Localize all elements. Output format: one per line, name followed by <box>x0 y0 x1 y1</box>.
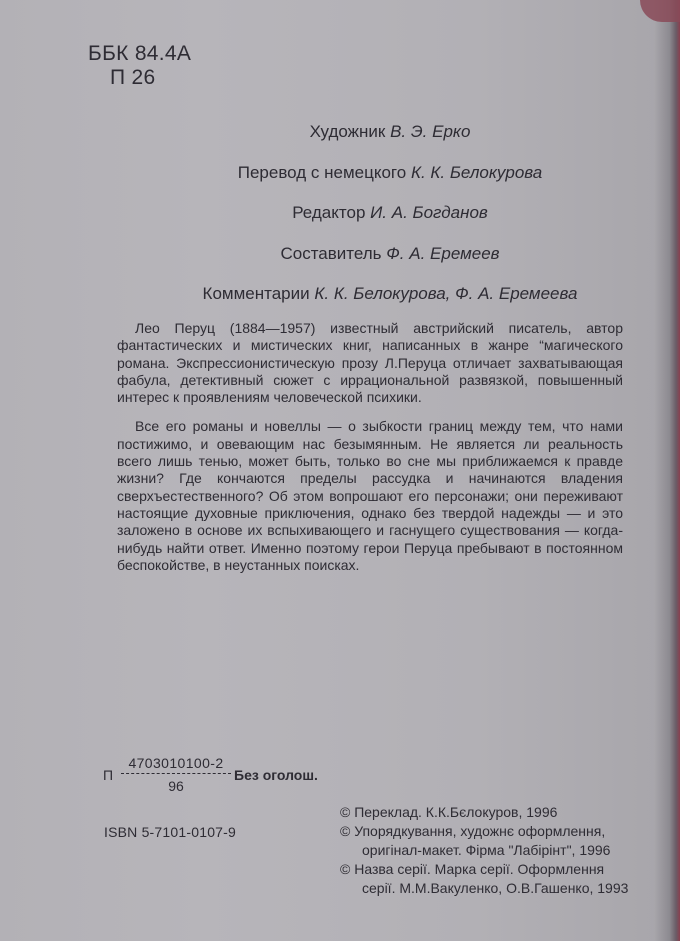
copyright-line: © Назва серії. Марка серії. Оформлення <box>340 861 605 877</box>
credit-name: К. К. Белокурова <box>410 162 543 182</box>
credit-name: Ф. А. Еремеев <box>386 243 500 263</box>
credit-name: И. А. Богданов <box>370 203 488 222</box>
code-note: Без оголош. <box>234 767 318 783</box>
annotation-text <box>117 320 623 574</box>
credit-compiler <box>150 240 630 281</box>
credit-translator <box>150 159 630 200</box>
credits-block <box>150 118 630 321</box>
copyright-line: оригінал-макет. Фірма "Лабірінт", 1996 <box>362 842 611 858</box>
credit-role: Составитель <box>280 243 382 263</box>
bbk-code: ББК 84.4А <box>88 42 192 65</box>
page-edge-shadow <box>654 0 680 941</box>
credit-role: Редактор <box>292 203 366 222</box>
book-cover-corner <box>640 0 680 22</box>
credit-role: Комментарии <box>202 284 310 303</box>
credit-commentary <box>150 280 630 321</box>
credit-name: В. Э. Ерко <box>390 122 471 141</box>
credit-artist <box>150 118 630 159</box>
copyright-block <box>340 803 640 898</box>
isbn-number: ISBN 5-7101-0107-9 <box>104 824 237 840</box>
copyright-line: серії. М.М.Вакуленко, О.В.Гашенко, 1993 <box>362 880 629 896</box>
copyright-line: © Переклад. К.К.Бєлокуров, 1996 <box>340 804 558 820</box>
credit-role: Художник <box>309 122 386 141</box>
author-index: П 26 <box>110 66 156 89</box>
library-classification <box>88 42 191 90</box>
code-denominator: 96 <box>168 778 184 794</box>
credit-name: К. К. Белокурова, Ф. А. Еремеева <box>314 284 578 303</box>
code-numerator: 4703010100-2 <box>121 755 231 774</box>
annotation-paragraph: Все его романы и новеллы — о зыбкости границ между тем, что нами постижимо, и овевающим нас безымянным. Не является ли реальность всего лишь тенью, может быть, только во сне мы приближаемся к правде жизни? Где кончаются пределы рассудка и начинаются владения сверхъестественного? Об этом вопрошают его персонажи; они переживают настоящие духовные приключения, однако без твердой надежды — и это заложено в основе их вспыхивающего и гаснущего существования — когда-нибудь найти ответ. Именно поэтому герои Перуца пребывают в постоянном беспокойстве, в неустанных поисках. <box>117 418 623 573</box>
credit-editor <box>150 199 630 240</box>
code-letter: П <box>103 767 114 783</box>
annotation-paragraph: Лео Перуц (1884—1957) известный австрийский писатель, автор фантастических и мистических книг, написанных в жанре “магического романа. Экспрессионистическую прозу Л.Перуца отличает захватывающая фабула, детективный сюжет с иррациональной развязкой, повышенный интерес к проявлениям человеческой психики. <box>117 320 623 406</box>
copyright-line: © Упорядкування, художнє оформлення, <box>340 823 606 839</box>
credit-role: Перевод с немецкого <box>237 162 407 182</box>
